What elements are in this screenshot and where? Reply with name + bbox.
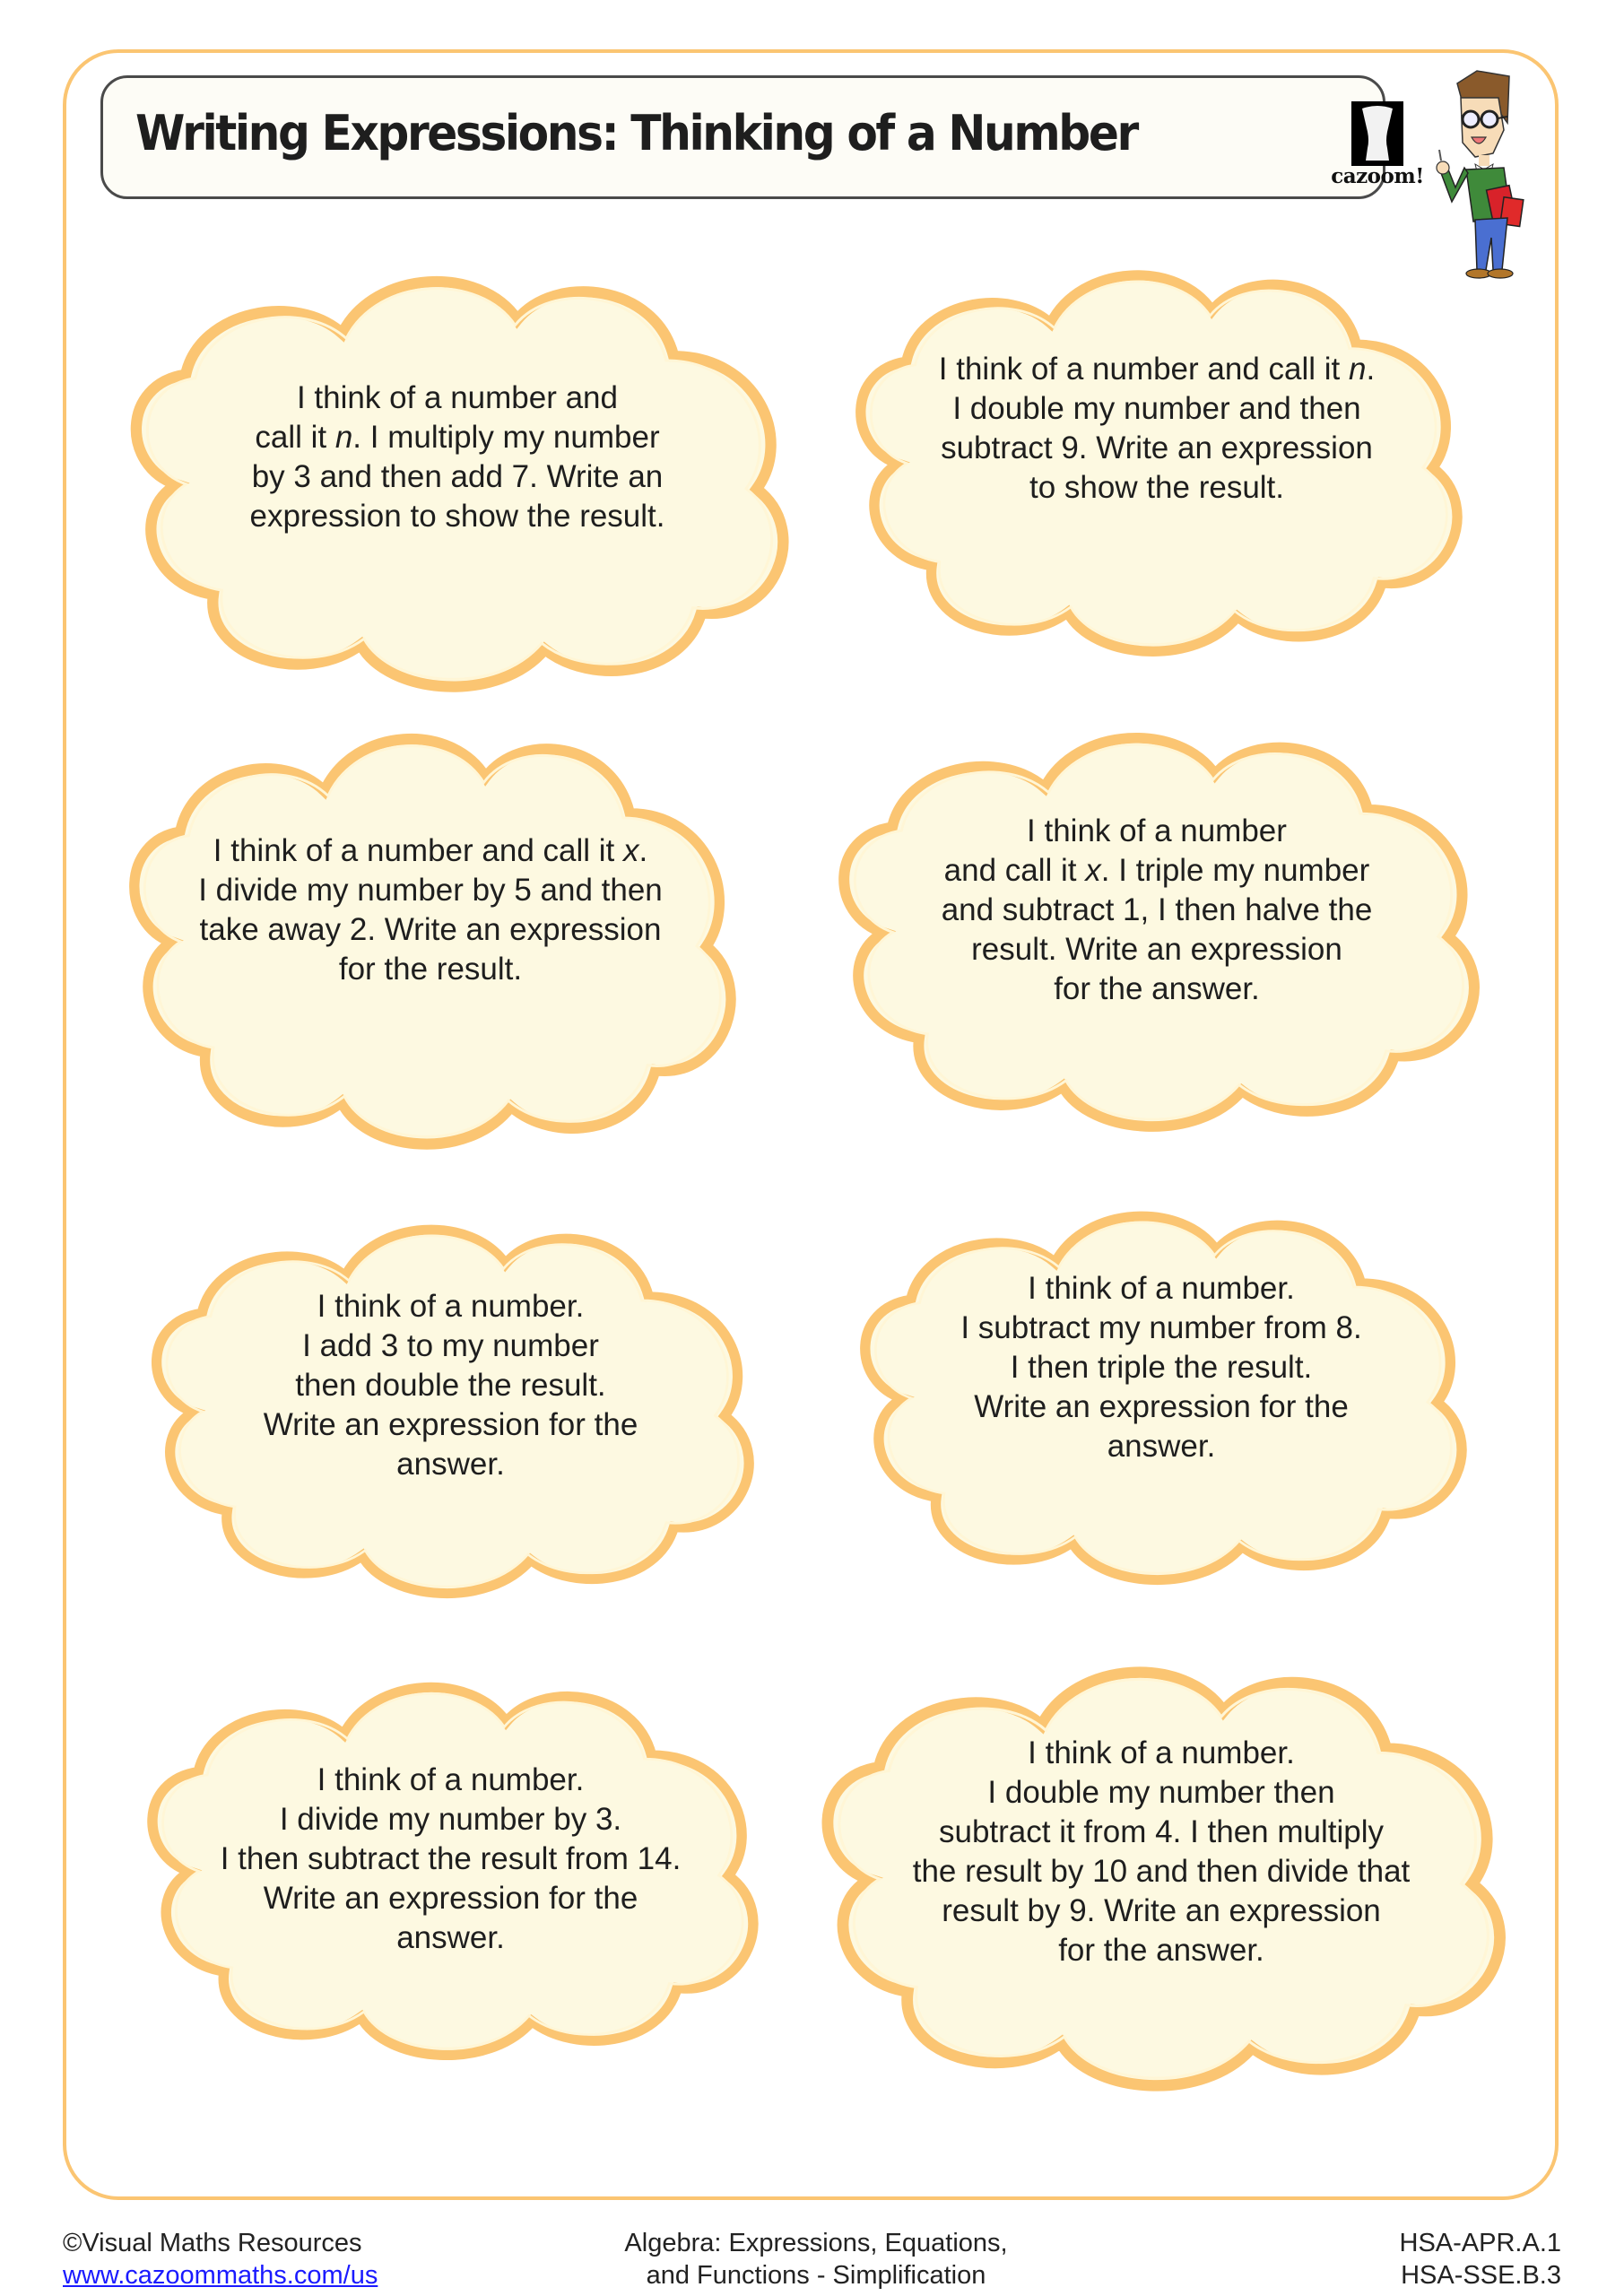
cazoom-logo[interactable] <box>1319 92 1436 191</box>
footer-standards <box>1400 2227 1562 2292</box>
djembe-drum-icon <box>1351 101 1403 166</box>
question-cloud-5 <box>135 1206 767 1601</box>
question-text-line: Write an expression for the <box>974 1389 1349 1424</box>
question-text-line: take away 2. Write an expression <box>199 912 662 947</box>
question-text-line: result. Write an expression <box>971 932 1342 967</box>
question-text-line: call it n. I multiply my number <box>255 420 660 455</box>
question-text-line: for the answer. <box>1058 1933 1264 1968</box>
standard-code-1: HSA-APR.A.1 <box>1399 2229 1561 2257</box>
question-text-line: I think of a number and <box>296 380 618 415</box>
question-text-line: I add 3 to my number <box>302 1328 599 1363</box>
page-title: Writing Expressions: Thinking of a Number <box>135 105 1137 161</box>
question-text-line: Write an expression for the <box>263 1880 638 1916</box>
question-text-line: I think of a number. <box>1028 1271 1295 1306</box>
question-text-line: Write an expression for the <box>263 1407 638 1442</box>
title-banner <box>100 75 1424 199</box>
question-text-line: and subtract 1, I then halve the <box>941 892 1373 927</box>
question-cloud-7 <box>130 1664 771 2063</box>
question-text-line: I double my number and then <box>952 390 1361 426</box>
question-text-line: to show the result. <box>1029 469 1285 505</box>
topic-line-1: Algebra: Expressions, Equations, <box>624 2229 1008 2257</box>
question-text-line: I think of a number. <box>1028 1735 1295 1770</box>
question-cloud-4 <box>821 713 1493 1135</box>
question-text-line: answer. <box>396 1447 505 1482</box>
question-text-line: answer. <box>396 1919 505 1955</box>
question-text-line: I think of a number and call it n. <box>938 351 1376 387</box>
question-cloud-2 <box>838 251 1475 659</box>
question-cloud-3 <box>112 713 749 1152</box>
question-cloud-1 <box>112 256 803 695</box>
question-text-line: I think of a number <box>1027 813 1287 848</box>
question-text-line: and call it x. I triple my number <box>943 853 1370 888</box>
question-text-line: result by 9. Write an expression <box>942 1893 1381 1928</box>
copyright-text: ©Visual Maths Resources <box>63 2229 362 2257</box>
topic-line-2: and Functions - Simplification <box>646 2261 986 2290</box>
logo-text: cazoom! <box>1331 164 1424 188</box>
question-text-line: I then triple the result. <box>1010 1350 1313 1385</box>
question-text-line: I think of a number. <box>317 1289 585 1324</box>
question-text-line: subtract it from 4. I then multiply <box>938 1814 1384 1849</box>
footer-topic <box>502 2227 1130 2292</box>
question-text-line: the result by 10 and then divide that <box>912 1854 1411 1889</box>
question-text-line: by 3 and then add 7. Write an <box>251 459 664 494</box>
question-text-line: answer. <box>1107 1429 1216 1464</box>
teacher-mascot-illustration <box>1421 67 1547 283</box>
question-text-line: I divide my number by 5 and then <box>198 873 663 908</box>
question-text-line: I then subtract the result from 14. <box>220 1840 682 1876</box>
website-link[interactable]: www.cazoommaths.com/us <box>63 2261 378 2290</box>
question-text-line: I divide my number by 3. <box>279 1801 622 1837</box>
question-text-line: expression to show the result. <box>249 499 665 534</box>
standard-code-2: HSA-SSE.B.3 <box>1401 2261 1561 2290</box>
footer-credits <box>63 2227 378 2292</box>
question-text-line: I subtract my number from 8. <box>960 1310 1362 1345</box>
question-text-line: I think of a number and call it x. <box>213 833 648 868</box>
question-text-line: for the answer. <box>1054 971 1260 1006</box>
question-text-line: I think of a number. <box>317 1761 585 1797</box>
question-cloud-8 <box>803 1646 1520 2094</box>
question-text-line: subtract 9. Write an expression <box>941 430 1373 465</box>
question-text-line: for the result. <box>338 952 523 987</box>
question-text-line: then double the result. <box>295 1368 606 1403</box>
question-text-line: I double my number then <box>987 1775 1335 1810</box>
question-cloud-6 <box>843 1193 1480 1587</box>
